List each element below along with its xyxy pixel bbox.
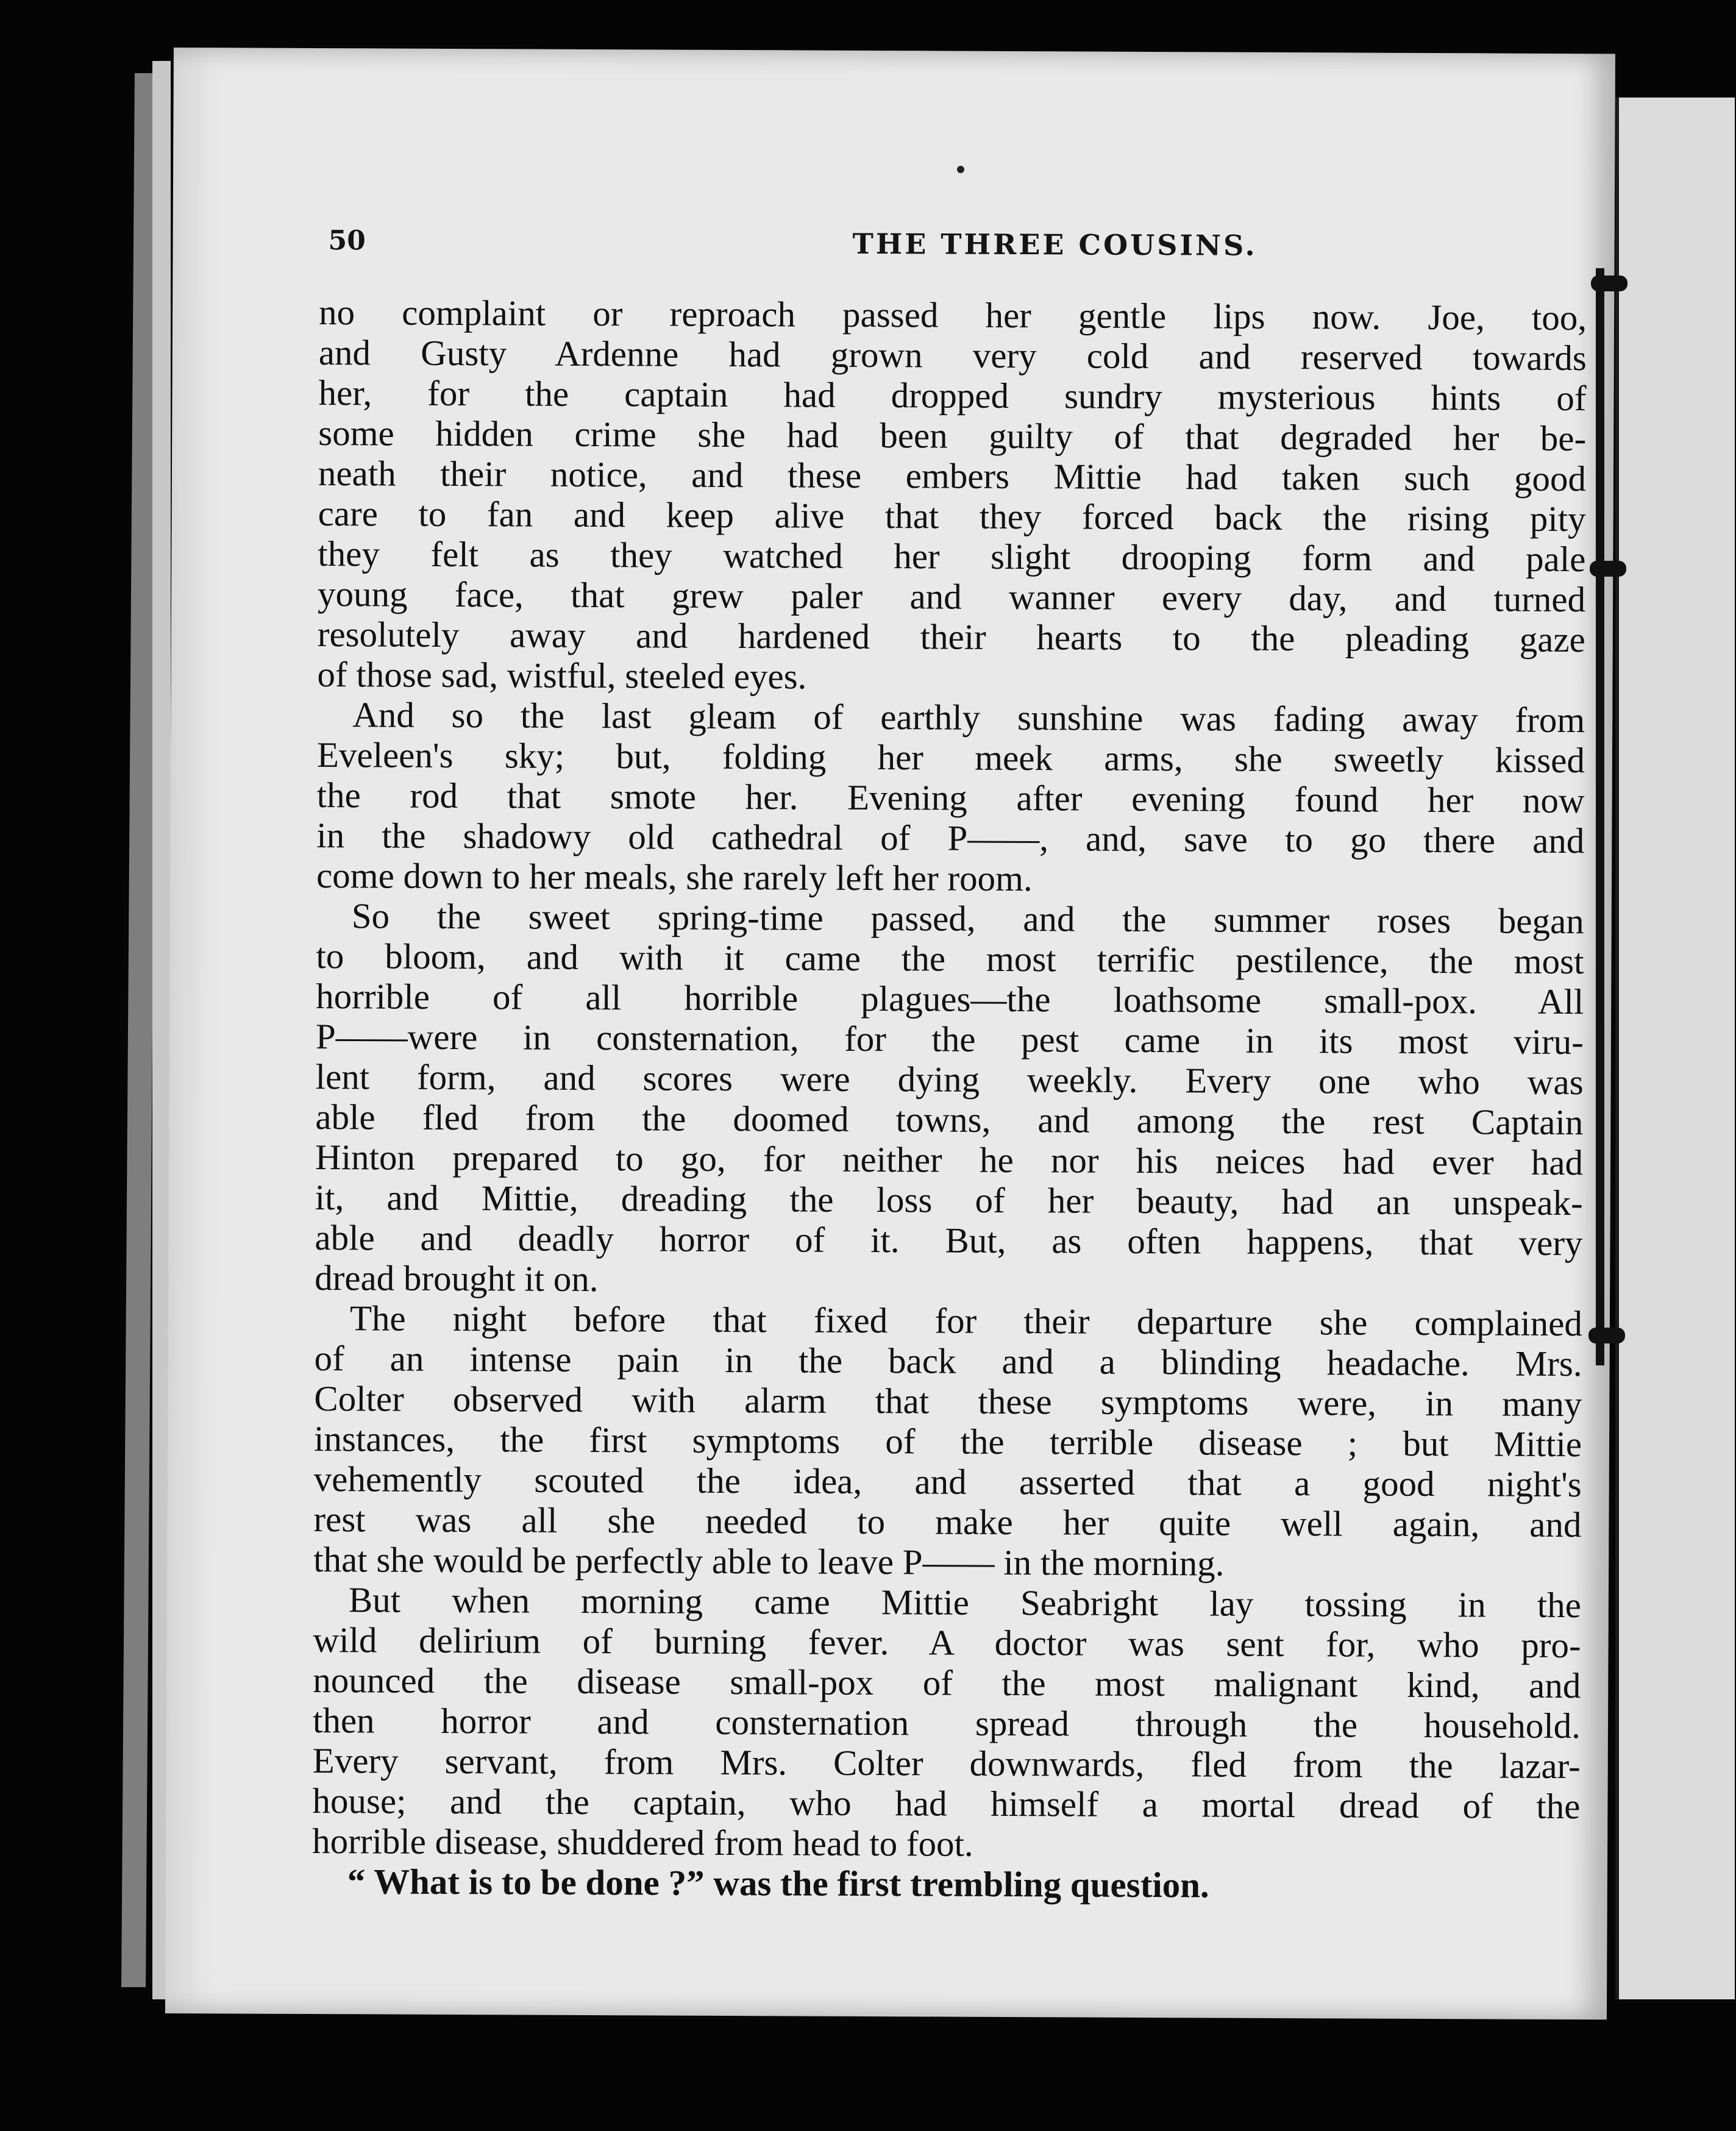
text-line: But when morning came Mittie Seabright lay tossing in the [348,1579,1582,1626]
text-line: care to fan and keep alive that they forced back the rising pity [318,493,1586,539]
text-line: Eveleen's sky; but, folding her meek arms, she sweetly kissed [316,735,1585,781]
text-line: no complaint or reproach passed her gentle lips now. Joe, too, [318,292,1587,338]
text-line: to bloom, and with it came the most terrific pestilence, the most [316,936,1584,982]
body-text [312,292,1587,1907]
text-line: “ What is to be done ?” was the first trembling question. [347,1861,1209,1905]
text-line: able and deadly horror of it. But, as often happens, that very [315,1217,1583,1264]
text-line: some hidden crime she had been guilty of that degraded her be- [318,413,1587,459]
text-line: in the shadowy old cathedral of P——, and, save to go there and [316,815,1585,861]
text-line: Every servant, from Mrs. Colter downwards, fled from the lazar- [312,1740,1581,1787]
text-line: Hinton prepared to go, for neither he nor his neices had ever had [315,1137,1584,1183]
binding-stitch [1588,1328,1625,1343]
text-line: rest was all she needed to make her quite well again, and [313,1499,1582,1545]
text-line: dread brought it on. [315,1258,599,1300]
text-line: they felt as they watched her slight drooping form and pale [318,533,1586,580]
binding-stitch [1591,276,1628,291]
book-page [165,48,1615,2019]
text-line: horrible disease, shuddered from head to foot. [312,1821,973,1864]
text-line: her, for the captain had dropped sundry mysterious hints of [318,372,1587,419]
text-line: neath their notice, and these embers Mittie had taken such good [318,453,1587,499]
binding-thread [1596,268,1604,1365]
text-line: able fled from the doomed towns, and among the rest Captain [315,1097,1584,1143]
text-line: and Gusty Ardenne had grown very cold and reserved towards [318,332,1587,379]
text-line: come down to her meals, she rarely left her room. [316,855,1033,899]
text-line: So the sweet spring-time passed, and the summer roses began [351,895,1584,942]
text-line: it, and Mittie, dreading the loss of her beauty, had an unspeak- [315,1177,1583,1223]
text-line: of an intense pain in the back and a blinding headache. Mrs. [314,1338,1582,1384]
text-line: of those sad, wistful, steeled eyes. [317,654,807,697]
facing-page-edge [1615,98,1735,1999]
text-line: And so the last gleam of earthly sunshine was fading away from [352,694,1585,741]
binding-stitch [1590,561,1626,577]
text-line: that she would be perfectly able to leave P—— in the morning. [313,1539,1225,1584]
running-head-title: THE THREE COUSINS. [852,227,1258,262]
text-line: nounced the disease small-pox of the most malignant kind, and [313,1660,1581,1706]
text-line: the rod that smote her. Evening after evening found her now [316,775,1585,821]
text-line: young face, that grew paler and wanner every day, and turned [317,574,1586,620]
text-line: The night before that fixed for their departure she complained [349,1298,1583,1344]
text-line: then horror and consternation spread through the household. [312,1700,1581,1746]
text-line: lent form, and scores were dying weekly. Every one who was [315,1056,1584,1103]
text-line: Colter observed with alarm that these symptoms were, in many [314,1378,1582,1425]
text-line: vehemently scouted the idea, and asserted that a good night's [313,1459,1582,1505]
text-line: resolutely away and hardened their hearts to the pleading gaze [317,614,1585,660]
page-header [328,225,1584,279]
page-number: 50 [328,225,366,257]
text-line: horrible of all horrible plagues—the loathsome small-pox. All [316,976,1584,1022]
text-line: P——were in consternation, for the pest came in its most viru- [315,1016,1584,1062]
ink-speck [957,166,964,173]
text-line: wild delirium of burning fever. A doctor was sent for, who pro- [313,1620,1581,1666]
text-line: instances, the first symptoms of the terrible disease ; but Mittie [313,1418,1582,1465]
text-line: house; and the captain, who had himself a mortal dread of the [312,1781,1581,1827]
